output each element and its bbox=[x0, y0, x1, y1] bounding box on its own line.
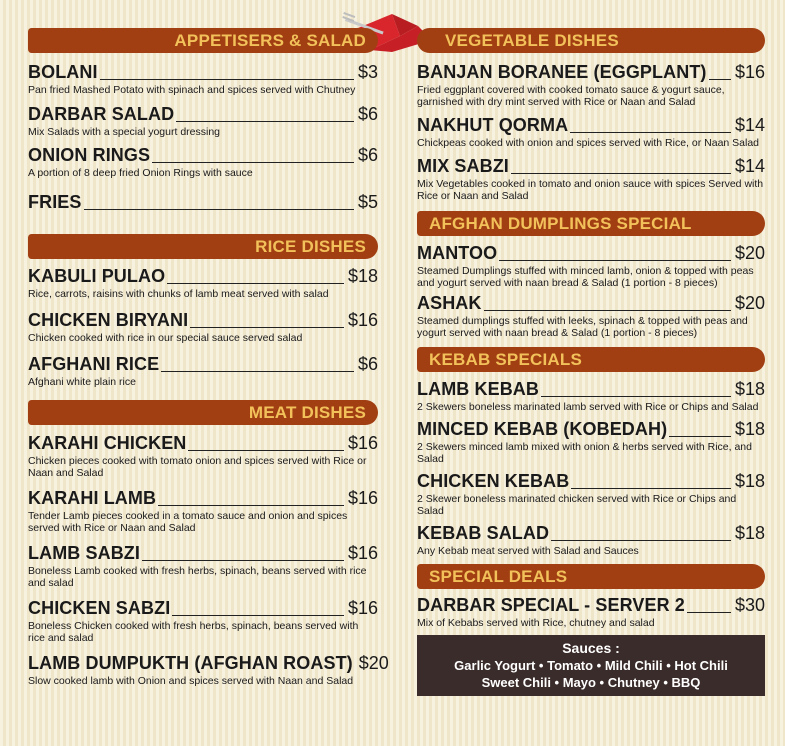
item-price: $30 bbox=[734, 595, 765, 615]
item-description: Steamed Dumplings stuffed with minced lamb, onion & topped with peas and yogurt served with naan bread & Salad (1 portion - 8 pieces) bbox=[417, 265, 754, 289]
item-name: KARAHI LAMB bbox=[28, 488, 157, 508]
dotted-leader bbox=[152, 162, 354, 163]
item-name: LAMB SABZI bbox=[28, 543, 140, 563]
dotted-leader bbox=[100, 79, 354, 80]
item-price: $6 bbox=[357, 354, 378, 374]
item-price: $16 bbox=[734, 62, 765, 82]
menu-item-lamb-sabzi bbox=[28, 543, 378, 589]
menu-item-nakhut-qorma bbox=[417, 115, 765, 149]
dotted-leader bbox=[511, 173, 731, 174]
item-price: $16 bbox=[347, 543, 378, 563]
item-description: 2 Skewers minced lamb mixed with onion & herbs served with Rice, and Salad bbox=[417, 441, 752, 465]
menu-item-mix-sabzi bbox=[417, 156, 765, 202]
dotted-leader bbox=[190, 327, 344, 328]
section-banner-appetisers: APPETISERS & SALAD bbox=[28, 28, 378, 53]
menu-item-mantoo bbox=[417, 243, 765, 289]
menu-item-minced-kebab bbox=[417, 419, 765, 465]
item-description: 2 Skewer boneless marinated chicken served with Rice or Chips and Salad bbox=[417, 493, 737, 517]
item-description: Tender Lamb pieces cooked in a tomato sauce and onion and spices served with Rice or Naan and Salad bbox=[28, 510, 348, 534]
item-name: KARAHI CHICKEN bbox=[28, 433, 187, 453]
item-description: Pan fried Mashed Potato with spinach and spices served with Chutney bbox=[28, 84, 356, 96]
section-banner-special-deals: SPECIAL DEALS bbox=[417, 564, 765, 589]
menu-item-lamb-kebab bbox=[417, 379, 765, 413]
item-description: Chicken cooked with rice in our special sauce served salad bbox=[28, 332, 303, 344]
item-description: Rice, carrots, raisins with chunks of lamb meat served with salad bbox=[28, 288, 329, 300]
item-name: LAMB DUMPUKTH (AFGHAN ROAST) bbox=[28, 653, 353, 673]
item-description: Any Kebab meat served with Salad and Sauces bbox=[417, 545, 639, 557]
menu-item-onion-rings bbox=[28, 145, 378, 179]
item-price: $16 bbox=[347, 488, 378, 508]
item-price: $3 bbox=[357, 62, 378, 82]
item-price: $6 bbox=[357, 104, 378, 124]
menu-item-banjan-boranee bbox=[417, 62, 765, 108]
dotted-leader bbox=[541, 396, 731, 397]
item-description: Chicken pieces cooked with tomato onion and spices served with Rice or Naan and Salad bbox=[28, 455, 367, 479]
menu-item-afghani-rice bbox=[28, 354, 378, 388]
menu-item-karahi-lamb bbox=[28, 488, 378, 534]
sauces-box bbox=[417, 635, 765, 696]
dotted-leader bbox=[167, 283, 344, 284]
section-banner-rice: RICE DISHES bbox=[28, 234, 378, 259]
item-description: Afghani white plain rice bbox=[28, 376, 136, 388]
menu-item-kabuli-pulao bbox=[28, 266, 378, 300]
menu-item-fries bbox=[28, 192, 378, 213]
dotted-leader bbox=[84, 209, 354, 210]
item-price: $18 bbox=[734, 379, 765, 399]
item-name: ONION RINGS bbox=[28, 145, 151, 165]
item-price: $14 bbox=[734, 115, 765, 135]
section-banner-vegetable: VEGETABLE DISHES bbox=[417, 28, 765, 53]
dotted-leader bbox=[709, 79, 731, 80]
sauces-title: Sauces : bbox=[562, 640, 620, 656]
item-price: $16 bbox=[347, 310, 378, 330]
item-name: KEBAB SALAD bbox=[417, 523, 550, 543]
dotted-leader bbox=[551, 540, 731, 541]
item-description: Steamed dumplings stuffed with leeks, spinach & topped with peas and yogurt served with naan bread & Salad (1 portion - 8 pieces) bbox=[417, 315, 748, 339]
menu-item-ashak bbox=[417, 293, 765, 339]
item-name: DARBAR SALAD bbox=[28, 104, 175, 124]
dotted-leader bbox=[188, 450, 344, 451]
item-price: $20 bbox=[358, 653, 389, 673]
item-name: BOLANI bbox=[28, 62, 98, 82]
section-banner-meat: MEAT DISHES bbox=[28, 400, 378, 425]
item-name: LAMB KEBAB bbox=[417, 379, 539, 399]
item-name: FRIES bbox=[28, 192, 82, 212]
item-name: KABULI PULAO bbox=[28, 266, 166, 286]
menu-item-chicken-sabzi bbox=[28, 598, 378, 644]
item-price: $14 bbox=[734, 156, 765, 176]
dotted-leader bbox=[499, 260, 731, 261]
item-name: NAKHUT QORMA bbox=[417, 115, 569, 135]
section-banner-kebab: KEBAB SPECIALS bbox=[417, 347, 765, 372]
left-column bbox=[28, 28, 389, 687]
item-name: CHICKEN SABZI bbox=[28, 598, 171, 618]
item-name: CHICKEN BIRYANI bbox=[28, 310, 189, 330]
item-name: MIX SABZI bbox=[417, 156, 509, 176]
item-price: $16 bbox=[347, 598, 378, 618]
menu-item-kebab-salad bbox=[417, 523, 765, 557]
menu-item-lamb-dumpukth bbox=[28, 653, 389, 687]
item-description: Mix of Kebabs served with Rice, chutney and salad bbox=[417, 617, 655, 629]
item-price: $16 bbox=[347, 433, 378, 453]
menu-item-karahi-chicken bbox=[28, 433, 378, 479]
dotted-leader bbox=[161, 371, 354, 372]
item-description: Boneless Chicken cooked with fresh herbs, spinach, beans served with rice and salad bbox=[28, 620, 359, 644]
item-name: MINCED KEBAB (KOBEDAH) bbox=[417, 419, 668, 439]
item-name: CHICKEN KEBAB bbox=[417, 471, 570, 491]
item-price: $18 bbox=[734, 523, 765, 543]
item-price: $20 bbox=[734, 243, 765, 263]
dotted-leader bbox=[570, 132, 731, 133]
item-price: $18 bbox=[734, 419, 765, 439]
item-price: $6 bbox=[357, 145, 378, 165]
item-description: Fried eggplant covered with cooked tomato sauce & yogurt sauce, garnished with dry mint served with Rice or Naan and Salad bbox=[417, 84, 725, 108]
dotted-leader bbox=[571, 488, 731, 489]
item-price: $18 bbox=[734, 471, 765, 491]
item-description: A portion of 8 deep fried Onion Rings with sauce bbox=[28, 167, 253, 179]
item-description: 2 Skewers boneless marinated lamb served with Rice or Chips and Salad bbox=[417, 401, 759, 413]
dotted-leader bbox=[687, 612, 731, 613]
item-name: DARBAR SPECIAL - SERVER 2 bbox=[417, 595, 685, 615]
dotted-leader bbox=[484, 310, 731, 311]
item-description: Boneless Lamb cooked with fresh herbs, spinach, beans served with rice and salad bbox=[28, 565, 367, 589]
menu-item-chicken-kebab bbox=[417, 471, 765, 517]
item-description: Mix Salads with a special yogurt dressing bbox=[28, 126, 221, 138]
dotted-leader bbox=[158, 505, 344, 506]
item-price: $5 bbox=[357, 192, 378, 212]
right-column bbox=[417, 28, 765, 696]
sauces-line-1: Garlic Yogurt • Tomato • Mild Chili • Hot Chili bbox=[454, 658, 728, 673]
item-name: AFGHANI RICE bbox=[28, 354, 160, 374]
item-name: MANTOO bbox=[417, 243, 498, 263]
dotted-leader bbox=[176, 121, 354, 122]
dotted-leader bbox=[172, 615, 344, 616]
sauces-line-2: Sweet Chili • Mayo • Chutney • BBQ bbox=[481, 675, 701, 690]
section-banner-dumplings: AFGHAN DUMPLINGS SPECIAL bbox=[417, 211, 765, 236]
item-description: Chickpeas cooked with onion and spices served with Rice, or Naan Salad bbox=[417, 137, 760, 149]
dotted-leader bbox=[669, 436, 731, 437]
item-price: $20 bbox=[734, 293, 765, 313]
item-name: ASHAK bbox=[417, 293, 482, 313]
item-description: Slow cooked lamb with Onion and spices served with Naan and Salad bbox=[28, 675, 354, 687]
item-price: $18 bbox=[347, 266, 378, 286]
dotted-leader bbox=[142, 560, 344, 561]
menu-item-chicken-biryani bbox=[28, 310, 378, 344]
menu-item-bolani bbox=[28, 62, 378, 96]
menu-item-darbar-salad bbox=[28, 104, 378, 138]
menu-item-darbar-special bbox=[417, 595, 765, 629]
item-name: BANJAN BORANEE (EGGPLANT) bbox=[417, 62, 707, 82]
item-description: Mix Vegetables cooked in tomato and onion sauce with spices Served with Rice or Naan and Salad bbox=[417, 178, 764, 202]
